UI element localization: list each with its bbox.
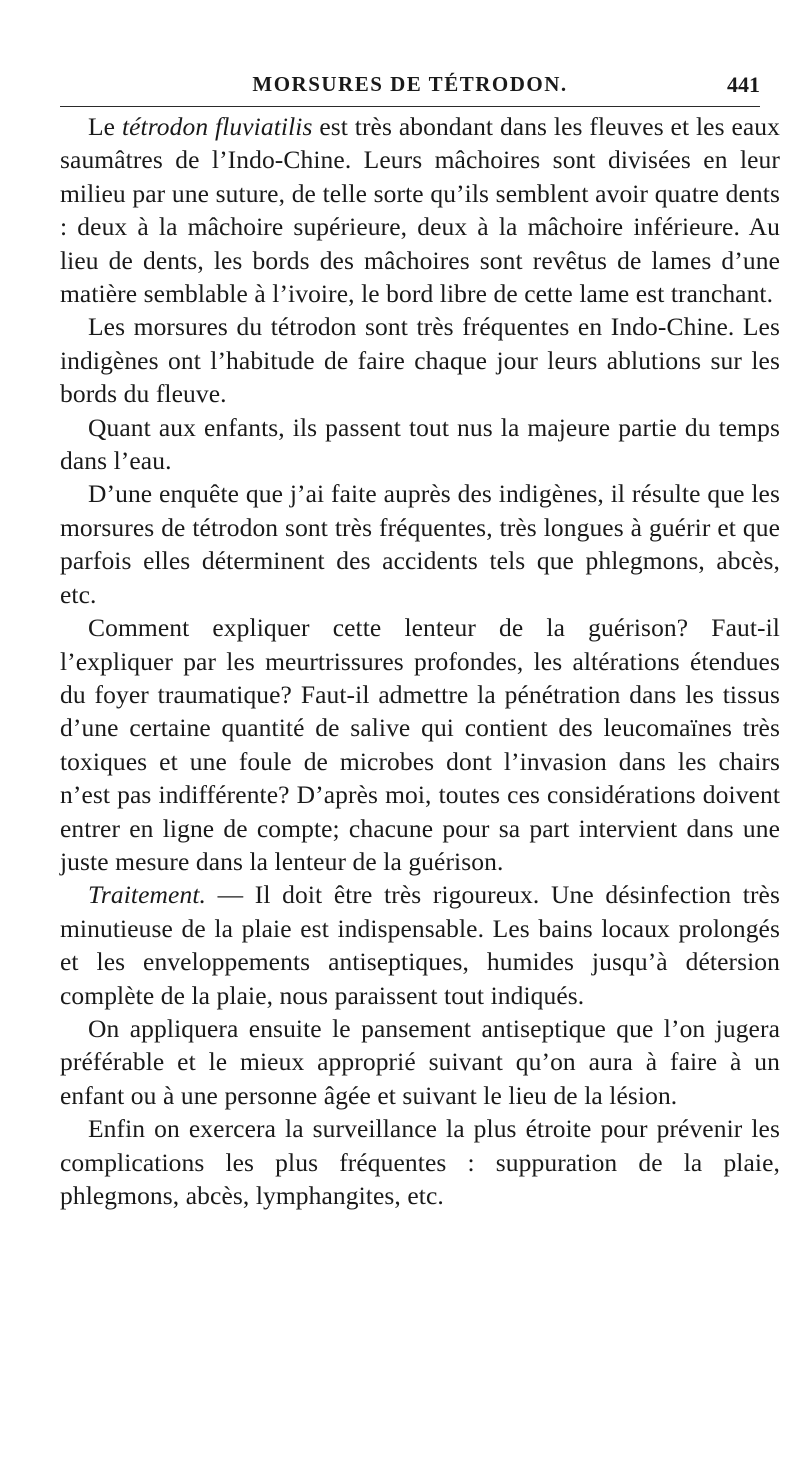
- paragraph-surveillance: [60, 1112, 780, 1212]
- page-header: [60, 66, 760, 107]
- paragraph-text: Enfin on exercera la surveillance la plus étroite pour prévenir les complications les plus fréquentes : suppuration de la plaie, phlegmons, abcès, lymphangites, etc.: [60, 1114, 780, 1210]
- paragraph-text: est très abondant dans les fleuves et les eaux saumâtres de l’Indo-Chine. Leurs mâchoires sont divisées en leur milieu par une suture, de telle sorte qu’ils semblent avoir quatre dents : deux à la mâchoire supérieure, deux à la mâchoire inférieure. Au lieu de dents, les bords des mâchoires sont revêtus de lames d’une matière semblable à l’ivoire, le bord libre de cette lame est tranchant.: [60, 112, 780, 309]
- paragraph-text: Les morsures du tétrodon sont très fréquentes en Indo-Chine. Les indigènes ont l’habitude de faire chaque jour leurs ablutions sur les bords du fleuve.: [60, 312, 780, 409]
- paragraph-dressing: [60, 1012, 780, 1112]
- paragraph-treatment: [60, 878, 780, 1012]
- body-text: [60, 110, 780, 1212]
- paragraph-lead: Le: [88, 112, 122, 141]
- paragraph-text: Comment expliquer cette lenteur de la guérison? Faut-il l’expliquer par les meurtrissures profondes, les altérations étendues du foyer traumatique? Faut-il admettre la pénétration dans les tissus d’une certaine quantité de salive qui contient des leucomaïnes très toxiques et une foule de microbes dont l’invasion dans les chairs n’est pas indifférente? D’après moi, toutes ces considérations doivent entrer en ligne de compte; chacune pour sa part intervient dans une juste mesure dans la lenteur de la guérison.: [60, 613, 780, 876]
- paragraph-inquiry: [60, 477, 780, 611]
- paragraph-text: On appliquera ensuite le pansement antiseptique que l’on jugera préférable et le mieux approprié suivant qu’on aura à faire à un enfant ou à une personne âgée et suivant le lieu de la lésion.: [60, 1013, 780, 1110]
- running-title: MORSURES DE TÉTRODON.: [252, 72, 568, 96]
- paragraph-children: [60, 411, 780, 478]
- paragraph-text: Quant aux enfants, ils passent tout nus la majeure partie du temps dans l’eau.: [60, 412, 780, 476]
- paragraph-text: — Il doit être très rigoureux. Une désinfection très minutieuse de la plaie est indispensable. Les bains locaux prolongés et les enveloppements antiseptiques, humides jusqu’à détersion complète de la plaie, nous paraissent tout indiqués.: [60, 880, 780, 1010]
- species-name: tétrodon fluviatilis: [121, 112, 313, 141]
- paragraph-bites-frequency: [60, 310, 780, 410]
- page-number: 441: [727, 72, 760, 97]
- paragraph-text: D’une enquête que j’ai faite auprès des indigènes, il résulte que les morsures de tétrodon sont très fréquentes, très longues à guérir et que parfois elles déterminent des accidents tels que phlegmons, abcès, etc.: [60, 479, 780, 609]
- paragraph-tetrodon-description: [60, 110, 780, 310]
- section-label-traitement: Traitement.: [88, 880, 206, 910]
- paragraph-healing-slowness: [60, 611, 780, 878]
